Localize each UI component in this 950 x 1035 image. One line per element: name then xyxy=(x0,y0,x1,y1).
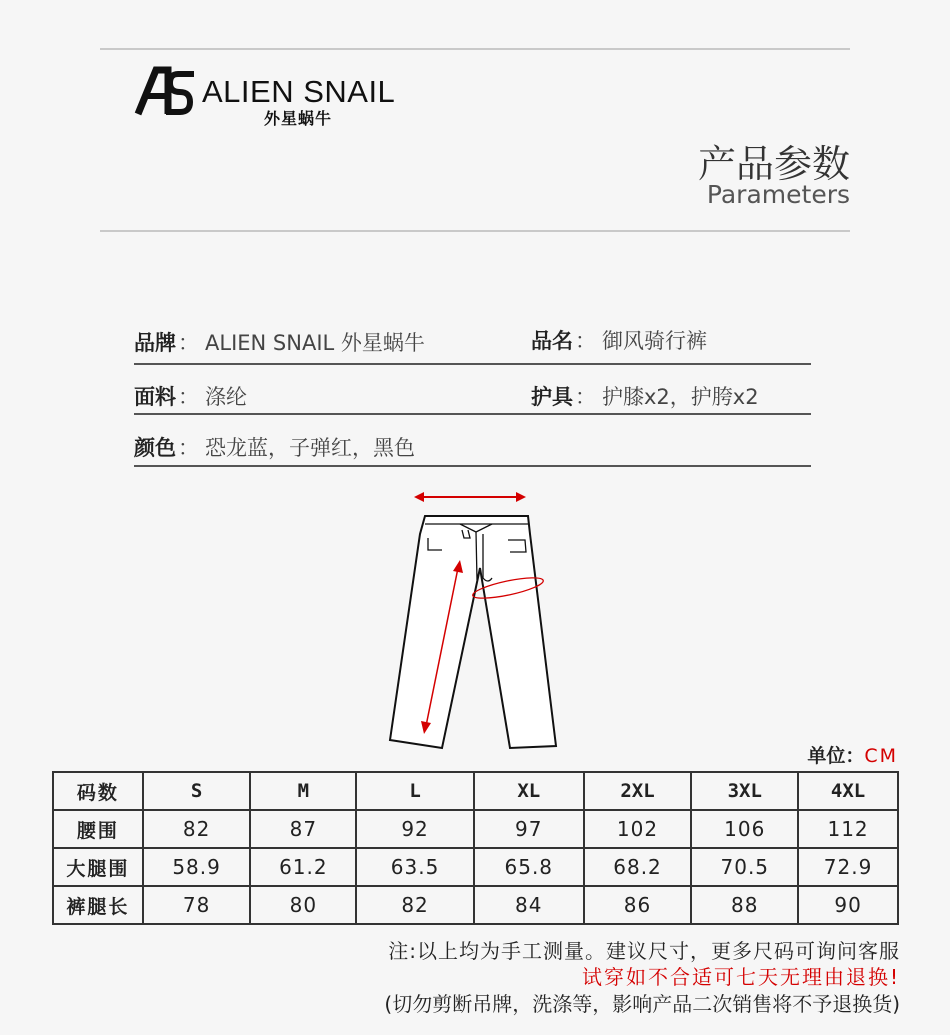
param-product-name xyxy=(531,325,707,355)
param-divider xyxy=(134,363,811,365)
param-value: 涤纶 xyxy=(205,385,247,409)
table-cell: 84 xyxy=(474,886,584,924)
alien-snail-logo-icon xyxy=(134,64,198,120)
param-key: 护具 xyxy=(531,385,573,409)
table-row xyxy=(53,886,898,924)
table-cell: 86 xyxy=(584,886,692,924)
unit-title: 单位： xyxy=(807,745,865,767)
unit-label xyxy=(807,741,898,768)
table-cell: 97 xyxy=(474,810,584,848)
table-cell: 82 xyxy=(356,886,474,924)
table-cell: 72.9 xyxy=(798,848,898,886)
param-sep: ： xyxy=(575,329,596,353)
param-key: 颜色 xyxy=(134,436,176,460)
return-policy-note: 试穿如不合适可七天无理由退换! xyxy=(581,965,900,989)
table-header-row xyxy=(53,772,898,810)
table-cell: 78 xyxy=(143,886,251,924)
table-header-cell: XL xyxy=(474,772,584,810)
logo-subtext: 外星蜗牛 xyxy=(264,109,333,128)
table-header-cell: 4XL xyxy=(798,772,898,810)
param-value: 护膝x2，护胯x2 xyxy=(602,385,759,409)
table-header-cell: 2XL xyxy=(584,772,692,810)
table-cell: 80 xyxy=(250,886,356,924)
param-key: 面料 xyxy=(134,385,176,409)
tag-warning-note: (切勿剪断吊牌，洗涤等，影响产品二次销售将不予退换货) xyxy=(384,992,900,1016)
param-key: 品名 xyxy=(531,329,573,353)
table-header-cell: 码数 xyxy=(53,772,143,810)
param-sep: ： xyxy=(178,331,199,355)
table-header-cell: L xyxy=(356,772,474,810)
pants-outline-icon xyxy=(390,516,556,748)
waist-arrow xyxy=(414,492,526,502)
table-row-label: 大腿围 xyxy=(53,848,143,886)
param-colors xyxy=(134,432,415,462)
page-subtitle: Parameters xyxy=(706,180,850,209)
table-cell: 68.2 xyxy=(584,848,692,886)
table-row-label: 裤腿长 xyxy=(53,886,143,924)
page-title: 产品参数 xyxy=(697,142,850,186)
measurement-note: 注:以上均为手工测量。建议尺寸，更多尺码可询问客服 xyxy=(388,939,900,963)
table-cell: 87 xyxy=(250,810,356,848)
param-protectors xyxy=(531,381,759,411)
table-row xyxy=(53,810,898,848)
size-table xyxy=(52,771,899,925)
table-cell: 61.2 xyxy=(250,848,356,886)
table-cell: 106 xyxy=(691,810,798,848)
table-cell: 65.8 xyxy=(474,848,584,886)
param-fabric xyxy=(134,381,247,411)
table-cell: 88 xyxy=(691,886,798,924)
param-sep: ： xyxy=(575,385,596,409)
table-cell: 112 xyxy=(798,810,898,848)
param-value: 恐龙蓝，子弹红，黑色 xyxy=(205,436,415,460)
pants-measurement-diagram xyxy=(380,488,570,753)
table-row-label: 腰围 xyxy=(53,810,143,848)
table-header-cell: M xyxy=(250,772,356,810)
unit-value: CM xyxy=(864,745,898,767)
table-cell: 102 xyxy=(584,810,692,848)
logo-wordmark: ALIEN SNAIL xyxy=(202,74,396,109)
param-sep: ： xyxy=(178,385,199,409)
param-brand xyxy=(134,327,425,357)
param-value: 御风骑行裤 xyxy=(602,329,707,353)
param-key: 品牌 xyxy=(134,331,176,355)
table-cell: 90 xyxy=(798,886,898,924)
table-cell: 92 xyxy=(356,810,474,848)
table-cell: 58.9 xyxy=(143,848,251,886)
table-header-cell: 3XL xyxy=(691,772,798,810)
table-cell: 70.5 xyxy=(691,848,798,886)
header-divider xyxy=(100,230,850,232)
table-header-cell: S xyxy=(143,772,251,810)
param-divider xyxy=(134,413,811,415)
param-value: ALIEN SNAIL 外星蜗牛 xyxy=(205,331,425,355)
table-cell: 82 xyxy=(143,810,251,848)
param-divider xyxy=(134,465,811,467)
param-sep: ： xyxy=(178,436,199,460)
table-row xyxy=(53,848,898,886)
brand-logo xyxy=(134,64,434,128)
table-cell: 63.5 xyxy=(356,848,474,886)
top-divider xyxy=(100,48,850,50)
